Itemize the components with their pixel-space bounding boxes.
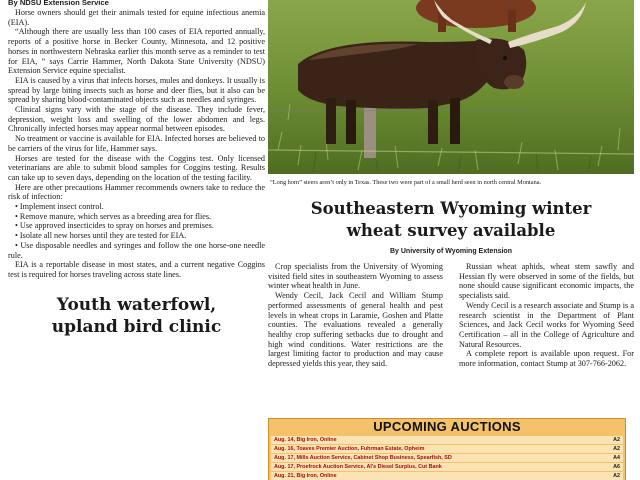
paragraph: Wendy Cecil, Jack Cecil and William Stump performed assessments of general health and pest levels in wheat crops in Laramie, Goshen and Platte counties. The evaluations revealed a generally healthy crop suffering setbacks due to drought and high wind conditions. Water restrictions are the largest limiting factor to production and may cause depressed yields this year, they said. (268, 291, 443, 369)
auction-page: A2 (613, 446, 620, 452)
bullet-item: • Use approved insecticides to spray on horses and premises. (15, 221, 214, 231)
paragraph: EIA is caused by a virus that infects horses, mules and donkeys. It usually is spread by large biting insects such as horse and deer flies, but it also can be spread by sharing blood-contaminated objects such as needles and syringes. (8, 75, 265, 105)
paragraph: Clinical signs vary with the stage of the disease. They include fever, depression, weight loss and swelling of the lower abdomen and legs. Chronically infected horses may appear normal between episodes. (8, 105, 265, 134)
auction-item[interactable] (271, 472, 623, 480)
bullet-item: • Use disposable needles and syringes and follow the one horse-one needle rule. (8, 240, 265, 260)
auction-item[interactable] (271, 445, 623, 453)
upcoming-auctions-box (268, 418, 626, 480)
auction-item[interactable] (271, 454, 623, 462)
article-column-2 (459, 262, 634, 369)
auction-label: Aug. 16, Toaves Premier Auction, Fuhrman Estate, Opheim (274, 446, 425, 452)
headline-line: Southeastern Wyoming winter (310, 199, 592, 218)
paragraph: Russian wheat aphids, wheat stem sawfly and Hessian fly were observed in some of the fields, but none should cause significant economic impacts, the specialists said. (459, 262, 634, 301)
paragraph: “Although there are usually less than 100 cases of EIA reported annually, reports of a positive horse in Becker County, Minnesota, and 12 positive horses in northwestern Nebraska earlier this month serve as a reminder to test for EIA, ” says Carrie Hammer, North Dakota State University (NDSU) Extension Service equine specialist. (8, 27, 265, 76)
photo-caption: “Long horn” steers aren’t only in Texas. These two were part of a small herd seen in north central Montana. (270, 179, 542, 186)
headline-line: wheat survey available (346, 221, 556, 240)
article-headline (268, 198, 634, 242)
auctions-list (271, 436, 623, 480)
auctions-title: UPCOMING AUCTIONS (373, 419, 521, 434)
headline-line: Youth waterfowl, (56, 294, 217, 315)
auction-page: A6 (613, 464, 620, 470)
headline-line: upland bird clinic (51, 316, 222, 337)
paragraph: No treatment or vaccine is available for EIA. Infected horses are believed to be carriers of the virus for life, Hammer says. (8, 134, 265, 153)
paragraph: Wendy Cecil is a research associate and Stump is a research scientist in the Department of Plant Sciences, and Jack Cecil works for Wyoming Seed Certification – all in the College of Agriculture and Natural Resources. (459, 300, 634, 349)
auction-label: Aug. 21, Big Iron, Online (274, 473, 337, 479)
article-byline: By NDSU Extension Service (8, 0, 109, 7)
paragraph: Horse owners should get their animals tested for equine infectious anemia (EIA). (8, 8, 265, 27)
article-column-1 (268, 262, 443, 369)
auction-item[interactable] (271, 436, 623, 444)
paragraph: Here are other precautions Hammer recommends owners take to reduce the risk of infection: (8, 182, 265, 202)
left-article (8, 0, 265, 480)
article-byline: By University of Wyoming Extension (389, 248, 512, 255)
bullet-item: • Implement insect control. (15, 202, 104, 212)
paragraph: EIA is a reportable disease in most states, and a current negative Coggins test is required for horses traveling across state lines. (8, 260, 265, 279)
bullet-item: • Remove manure, which serves as a breeding area for flies. (15, 211, 212, 221)
auction-page: A4 (613, 455, 620, 461)
longhorn-steers-photo (268, 0, 634, 174)
paragraph: Crop specialists from the University of Wyoming visited field sites in southeastern Wyoming to assess winter wheat health in June. (268, 262, 443, 291)
article-body (8, 8, 265, 280)
photo-illustration (268, 0, 634, 174)
auction-label: Aug. 17, Mills Auction Service, Cabinet Shop Business, Spearfish, SD (274, 455, 452, 461)
paragraph: Horses are tested for the disease with the Coggins test. Only licensed veterinarians are able to submit blood samples for Coggins testing. Results can take up to seven days, depending on the location of the testing facility. (8, 153, 265, 182)
bullet-item: • Isolate all new horses until they are tested for EIA. (15, 231, 187, 241)
paragraph: A complete report is available upon request. For more information, contact Stump at 307-766-2062. (459, 349, 634, 369)
auction-item[interactable] (271, 463, 623, 471)
next-article-headline (8, 294, 265, 338)
auction-page: A2 (613, 437, 620, 443)
auction-label: Aug. 17, Proefrock Auction Service, Al’s Diesel Surplus, Cut Bank (274, 464, 442, 470)
auction-page: A2 (613, 473, 620, 479)
auction-label: Aug. 14, Big Iron, Online (274, 437, 337, 443)
